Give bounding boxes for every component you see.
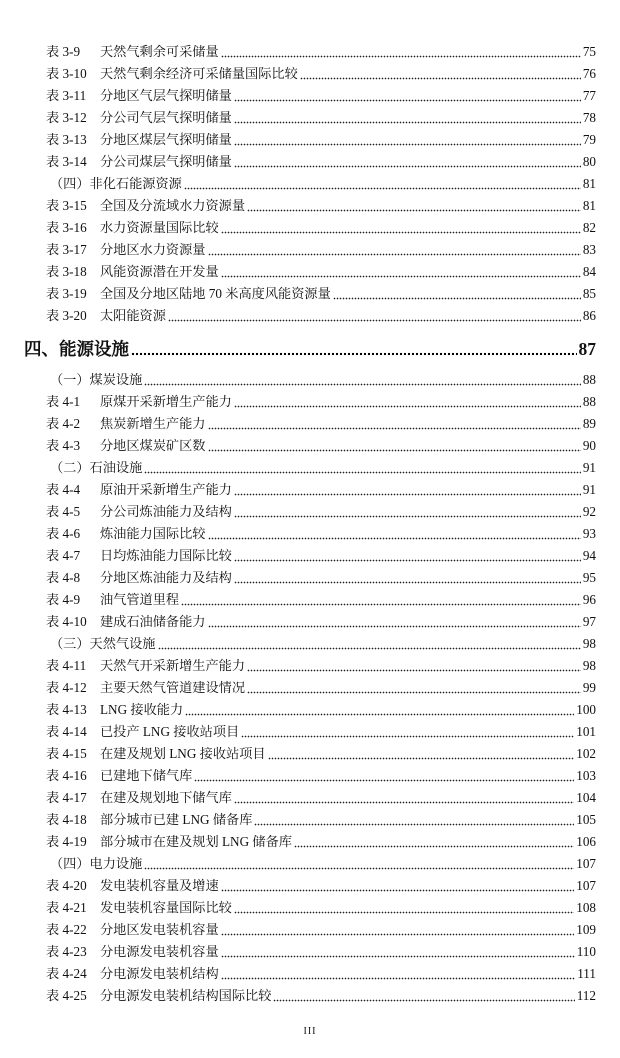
entry-page-number: 91 — [582, 460, 596, 475]
table-number: 表 4-2 — [46, 416, 81, 431]
dot-leader — [234, 501, 581, 523]
entry-page-number: 110 — [576, 944, 596, 959]
entry-page-number: 88 — [582, 372, 596, 387]
toc-table-entry[interactable] — [0, 875, 620, 897]
toc-table-entry[interactable] — [0, 435, 620, 457]
entry-page-number: 106 — [576, 834, 596, 849]
toc-table-entry[interactable] — [0, 413, 620, 435]
dot-leader — [168, 305, 581, 327]
table-number: 表 4-7 — [46, 548, 81, 563]
toc-table-entry[interactable] — [0, 283, 620, 305]
entry-title: 分地区炼油能力及结构 — [100, 570, 232, 585]
entry-title: 分电源发电装机结构国际比较 — [100, 988, 272, 1003]
entry-title: 原煤开采新增生产能力 — [100, 394, 232, 409]
table-number: 表 3-11 — [46, 88, 87, 103]
dot-leader — [221, 875, 575, 897]
table-number: 表 4-15 — [46, 746, 87, 761]
entry-title: 分电源发电装机容量 — [100, 944, 219, 959]
dot-leader — [234, 151, 581, 173]
dot-leader — [234, 107, 581, 129]
table-number: 表 3-12 — [46, 110, 87, 125]
toc-table-entry[interactable] — [0, 699, 620, 721]
entry-page-number: 99 — [582, 680, 596, 695]
entry-title: 分地区煤层气探明储量 — [100, 132, 232, 147]
toc-table-entry[interactable] — [0, 567, 620, 589]
entry-title: 原油开采新增生产能力 — [100, 482, 232, 497]
table-number: 表 4-10 — [46, 614, 87, 629]
toc-table-entry[interactable] — [0, 239, 620, 261]
dot-leader — [268, 743, 575, 765]
toc-table-entry[interactable] — [0, 941, 620, 963]
toc-section-entry[interactable] — [0, 369, 620, 391]
dot-leader — [221, 941, 575, 963]
toc-section-entry[interactable] — [0, 457, 620, 479]
table-number: 表 3-16 — [46, 220, 87, 235]
entry-page-number: 104 — [576, 790, 596, 805]
dot-leader — [273, 985, 574, 1007]
table-number: 表 4-25 — [46, 988, 87, 1003]
entry-page-number: 95 — [582, 570, 596, 585]
toc-table-entry[interactable] — [0, 787, 620, 809]
entry-page-number: 93 — [582, 526, 596, 541]
toc-table-entry[interactable] — [0, 85, 620, 107]
entry-title: 天然气剩余可采储量 — [100, 44, 219, 59]
toc-table-entry[interactable] — [0, 765, 620, 787]
table-number: 表 3-13 — [46, 132, 87, 147]
entry-title: 部分城市在建及规划 LNG 储备库 — [100, 834, 292, 849]
toc-table-entry[interactable] — [0, 195, 620, 217]
entry-title: （四）非化石能源资源 — [50, 176, 182, 191]
table-number: 表 3-18 — [46, 264, 87, 279]
entry-page-number: 80 — [582, 154, 596, 169]
table-number: 表 4-8 — [46, 570, 81, 585]
entry-page-number: 107 — [576, 856, 596, 871]
entry-title: 全国及分流域水力资源量 — [100, 198, 246, 213]
entry-page-number: 77 — [582, 88, 596, 103]
entry-page-number: 105 — [576, 812, 596, 827]
dot-leader — [234, 129, 581, 151]
dot-leader — [208, 239, 581, 261]
dot-leader — [247, 655, 581, 677]
table-number: 表 4-24 — [46, 966, 87, 981]
dot-leader — [234, 545, 581, 567]
entry-page-number: 112 — [576, 988, 596, 1003]
table-number: 表 3-15 — [46, 198, 87, 213]
table-number: 表 4-22 — [46, 922, 87, 937]
entry-page-number: 90 — [582, 438, 596, 453]
entry-title: 分电源发电装机结构 — [100, 966, 219, 981]
entry-title: 天然气开采新增生产能力 — [100, 658, 246, 673]
dot-leader — [221, 41, 581, 63]
dot-leader — [234, 85, 581, 107]
entry-page-number: 87 — [578, 339, 596, 359]
toc-chapter-entry[interactable] — [0, 331, 620, 367]
entry-title: 部分城市已建 LNG 储备库 — [100, 812, 253, 827]
table-number: 表 3-10 — [46, 66, 87, 81]
entry-title: 在建及规划 LNG 接收站项目 — [100, 746, 266, 761]
table-number: 表 3-14 — [46, 154, 87, 169]
entry-title: 分地区发电装机容量 — [100, 922, 219, 937]
entry-page-number: 85 — [582, 286, 596, 301]
dot-leader — [131, 331, 577, 367]
dot-leader — [234, 897, 574, 919]
entry-page-number: 78 — [582, 110, 596, 125]
toc-table-entry[interactable] — [0, 611, 620, 633]
toc-table-entry[interactable] — [0, 545, 620, 567]
dot-leader — [221, 963, 576, 985]
table-number: 表 3-19 — [46, 286, 87, 301]
dot-leader — [241, 721, 574, 743]
entry-title: 发电装机容量国际比较 — [100, 900, 232, 915]
entry-title: 分地区煤炭矿区数 — [100, 438, 206, 453]
entry-page-number: 111 — [577, 966, 596, 981]
toc-table-entry[interactable] — [0, 217, 620, 239]
entry-title: 天然气剩余经济可采储量国际比较 — [100, 66, 298, 81]
table-number: 表 4-6 — [46, 526, 81, 541]
dot-leader — [184, 173, 581, 195]
entry-page-number: 88 — [582, 394, 596, 409]
toc-section-entry[interactable] — [0, 173, 620, 195]
dot-leader — [221, 919, 575, 941]
dot-leader — [194, 765, 574, 787]
table-number: 表 4-5 — [46, 504, 81, 519]
dot-leader — [294, 831, 574, 853]
toc-table-entry[interactable] — [0, 151, 620, 173]
table-number: 表 3-9 — [46, 44, 81, 59]
toc-section-entry[interactable] — [0, 633, 620, 655]
entry-page-number: 96 — [582, 592, 596, 607]
entry-page-number: 97 — [582, 614, 596, 629]
table-number: 表 4-12 — [46, 680, 87, 695]
table-number: 表 4-20 — [46, 878, 87, 893]
toc-table-entry[interactable] — [0, 501, 620, 523]
entry-page-number: 108 — [576, 900, 596, 915]
dot-leader — [234, 787, 574, 809]
entry-page-number: 102 — [576, 746, 596, 761]
entry-title: 分地区水力资源量 — [100, 242, 206, 257]
entry-page-number: 86 — [582, 308, 596, 323]
entry-title: 分地区气层气探明储量 — [100, 88, 232, 103]
toc-table-entry[interactable] — [0, 63, 620, 85]
table-number: 表 4-21 — [46, 900, 87, 915]
entry-title: （一）煤炭设施 — [50, 372, 143, 387]
toc-table-entry[interactable] — [0, 261, 620, 283]
dot-leader — [181, 589, 581, 611]
entry-title: 太阳能资源 — [100, 308, 166, 323]
entry-title: 焦炭新增生产能力 — [100, 416, 206, 431]
entry-title: 四、能源设施 — [24, 339, 129, 359]
entry-title: 分公司煤层气探明储量 — [100, 154, 232, 169]
toc-table-entry[interactable] — [0, 129, 620, 151]
dot-leader — [144, 369, 581, 391]
entry-title: LNG 接收能力 — [100, 702, 184, 717]
dot-leader — [144, 457, 581, 479]
dot-leader — [208, 523, 581, 545]
entry-page-number: 91 — [582, 482, 596, 497]
dot-leader — [234, 567, 581, 589]
table-number: 表 4-23 — [46, 944, 87, 959]
entry-page-number: 76 — [582, 66, 596, 81]
entry-page-number: 83 — [582, 242, 596, 257]
dot-leader — [333, 283, 581, 305]
toc-table-entry[interactable] — [0, 589, 620, 611]
toc-table-entry[interactable] — [0, 919, 620, 941]
toc-table-entry[interactable] — [0, 721, 620, 743]
entry-title: 在建及规划地下储气库 — [100, 790, 232, 805]
entry-title: 建成石油储备能力 — [100, 614, 206, 629]
entry-title: 水力资源量国际比较 — [100, 220, 219, 235]
dot-leader — [247, 195, 581, 217]
dot-leader — [221, 217, 581, 239]
toc-table-entry[interactable] — [0, 479, 620, 501]
entry-page-number: 84 — [582, 264, 596, 279]
toc-table-entry[interactable] — [0, 41, 620, 63]
table-number: 表 4-9 — [46, 592, 81, 607]
toc-table-entry[interactable] — [0, 985, 620, 1007]
table-number: 表 4-13 — [46, 702, 87, 717]
toc-table-entry[interactable] — [0, 677, 620, 699]
dot-leader — [208, 435, 581, 457]
entry-page-number: 100 — [576, 702, 596, 717]
table-number: 表 4-16 — [46, 768, 87, 783]
dot-leader — [300, 63, 581, 85]
entry-title: 已投产 LNG 接收站项目 — [100, 724, 240, 739]
entry-page-number: 109 — [576, 922, 596, 937]
toc-table-entry[interactable] — [0, 809, 620, 831]
entry-title: 分公司炼油能力及结构 — [100, 504, 232, 519]
toc-table-entry[interactable] — [0, 963, 620, 985]
entry-page-number: 75 — [582, 44, 596, 59]
entry-page-number: 89 — [582, 416, 596, 431]
entry-page-number: 82 — [582, 220, 596, 235]
entry-title: 已建地下储气库 — [100, 768, 193, 783]
table-number: 表 4-4 — [46, 482, 81, 497]
entry-title: 发电装机容量及增速 — [100, 878, 219, 893]
entry-page-number: 107 — [576, 878, 596, 893]
table-number: 表 4-19 — [46, 834, 87, 849]
table-number: 表 4-1 — [46, 394, 81, 409]
toc-table-entry[interactable] — [0, 831, 620, 853]
toc-table-entry[interactable] — [0, 107, 620, 129]
toc-table-entry[interactable] — [0, 743, 620, 765]
toc-table-entry[interactable] — [0, 655, 620, 677]
dot-leader — [185, 699, 574, 721]
table-number: 表 3-20 — [46, 308, 87, 323]
table-number: 表 4-3 — [46, 438, 81, 453]
table-number: 表 4-17 — [46, 790, 87, 805]
table-number: 表 4-14 — [46, 724, 87, 739]
entry-page-number: 92 — [582, 504, 596, 519]
entry-page-number: 94 — [582, 548, 596, 563]
table-of-contents — [0, 41, 620, 1007]
entry-title: 全国及分地区陆地 70 米高度风能资源量 — [100, 286, 331, 301]
dot-leader — [158, 633, 581, 655]
entry-title: 主要天然气管道建设情况 — [100, 680, 246, 695]
dot-leader — [221, 261, 581, 283]
dot-leader — [208, 611, 581, 633]
toc-table-entry[interactable] — [0, 523, 620, 545]
entry-title: 日均炼油能力国际比较 — [100, 548, 232, 563]
toc-table-entry[interactable] — [0, 897, 620, 919]
dot-leader — [234, 479, 581, 501]
dot-leader — [208, 413, 581, 435]
toc-table-entry[interactable] — [0, 305, 620, 327]
entry-page-number: 81 — [582, 198, 596, 213]
entry-page-number: 101 — [576, 724, 596, 739]
toc-table-entry[interactable] — [0, 391, 620, 413]
entry-page-number: 98 — [582, 636, 596, 651]
entry-title: 炼油能力国际比较 — [100, 526, 206, 541]
entry-page-number: 103 — [576, 768, 596, 783]
entry-page-number: 81 — [582, 176, 596, 191]
page-number-footer: III — [303, 1026, 317, 1037]
dot-leader — [234, 391, 581, 413]
entry-page-number: 79 — [582, 132, 596, 147]
entry-title: 油气管道里程 — [100, 592, 180, 607]
entry-title: 分公司气层气探明储量 — [100, 110, 232, 125]
dot-leader — [247, 677, 581, 699]
entry-title: （四）电力设施 — [50, 856, 143, 871]
entry-title: 风能资源潜在开发量 — [100, 264, 219, 279]
entry-title: （二）石油设施 — [50, 460, 143, 475]
entry-title: （三）天然气设施 — [50, 636, 156, 651]
entry-page-number: 98 — [582, 658, 596, 673]
dot-leader — [144, 853, 574, 875]
table-number: 表 3-17 — [46, 242, 87, 257]
table-number: 表 4-18 — [46, 812, 87, 827]
toc-section-entry[interactable] — [0, 853, 620, 875]
dot-leader — [254, 809, 574, 831]
table-number: 表 4-11 — [46, 658, 87, 673]
